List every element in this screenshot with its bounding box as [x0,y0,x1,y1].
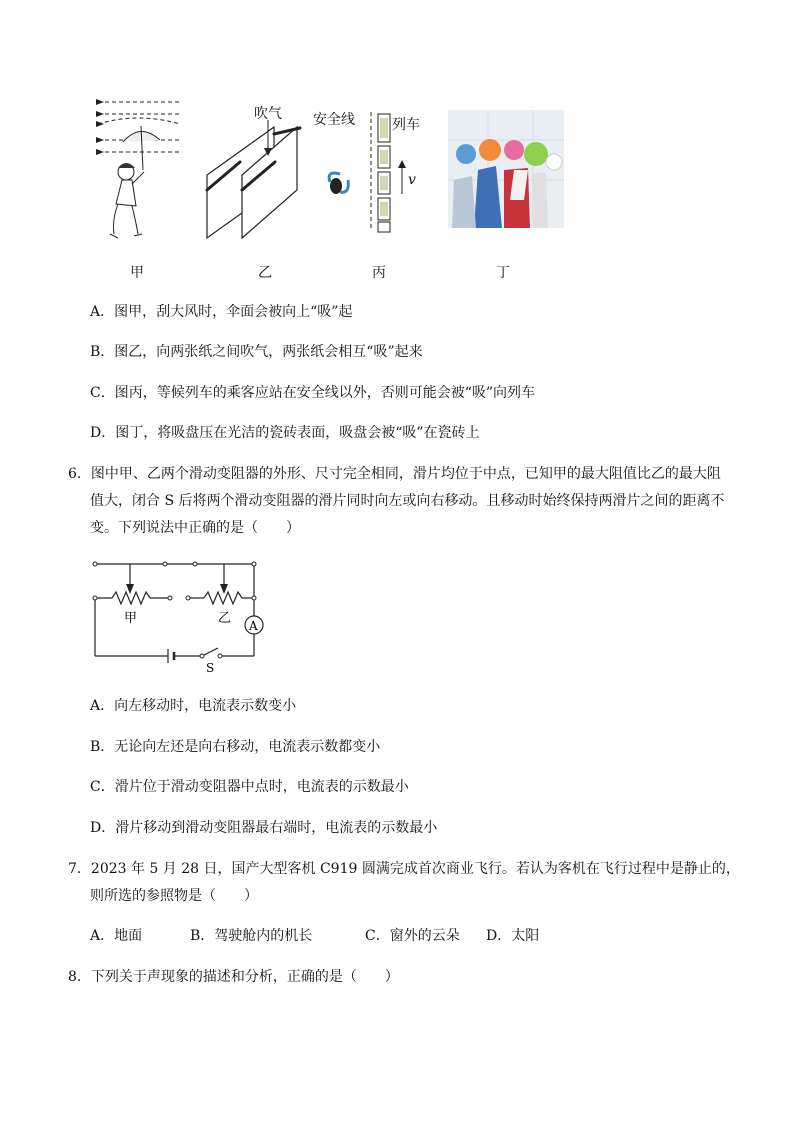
figure-jia-umbrella [88,94,188,246]
blow-label: 吹气 [254,106,282,122]
q6-stem-line3: 变。下列说法中正确的是（ ） [90,520,300,536]
q6-option-c: C．滑片位于滑动变阻器中点时，电流表的示数最小 [90,779,409,795]
circuit-label-r1: 甲 [124,611,138,626]
q7-option-b: B．驾驶舱内的机长 [190,928,313,944]
q6-stem-line1: 6．图中甲、乙两个滑动变阻器的外形、尺寸完全相同，滑片均位于中点，已知甲的最大阻值比乙的最大阻 [68,466,721,482]
q5-option-a: A．图甲，刮大风时，伞面会被向上“吸”起 [90,304,353,320]
velocity-label: v [408,172,416,188]
safety-line-label: 安全线 [313,112,355,128]
q5-option-d: D．图丁，将吸盘压在光洁的瓷砖表面，吸盘会被“吸”在瓷砖上 [90,425,480,441]
train-label: 列车 [392,117,420,133]
circuit-label-r2: 乙 [218,611,232,626]
q5-option-c: C．图丙，等候列车的乘客应站在安全线以外，否则可能会被“吸”向列车 [90,385,536,401]
q6-stem-line2: 值大，闭合 S 后将两个滑动变阻器的滑片同时向左或向右移动。且移动时始终保持两滑片之间的距离不 [90,493,725,509]
circuit-label-switch: S [206,661,215,675]
q7-option-a: A．地面 [90,928,143,944]
circuit-label-ammeter: A [249,619,258,633]
q7-stem-line1: 7．2023 年 5 月 28 日，国产大型客机 C919 圆满完成首次商业飞行。若认为客机在飞行过程中是静止的， [68,861,740,877]
q7-option-d: D．太阳 [486,928,540,944]
caption-yi: 乙 [258,265,272,281]
circuit-diagram [88,556,278,678]
q7-stem-line2: 则所选的参照物是（ ） [90,888,258,904]
q6-option-b: B．无论向左还是向右移动，电流表示数都变小 [90,739,381,755]
q6-option-a: A．向左移动时，电流表示数变小 [90,698,297,714]
caption-ding: 丁 [496,265,510,281]
figure-ding-suction-hooks-photo [448,110,564,228]
q7-option-c: C．窗外的云朵 [365,928,460,944]
q8-stem-line1: 8．下列关于声现象的描述和分析，正确的是（ ） [68,969,399,985]
q6-option-d: D．滑片移动到滑动变阻器最右端时，电流表的示数最小 [90,820,438,836]
caption-bing: 丙 [372,265,386,281]
q5-option-b: B．图乙，向两张纸之间吹气，两张纸会相互“吸”起来 [90,344,423,360]
caption-jia: 甲 [130,265,144,281]
